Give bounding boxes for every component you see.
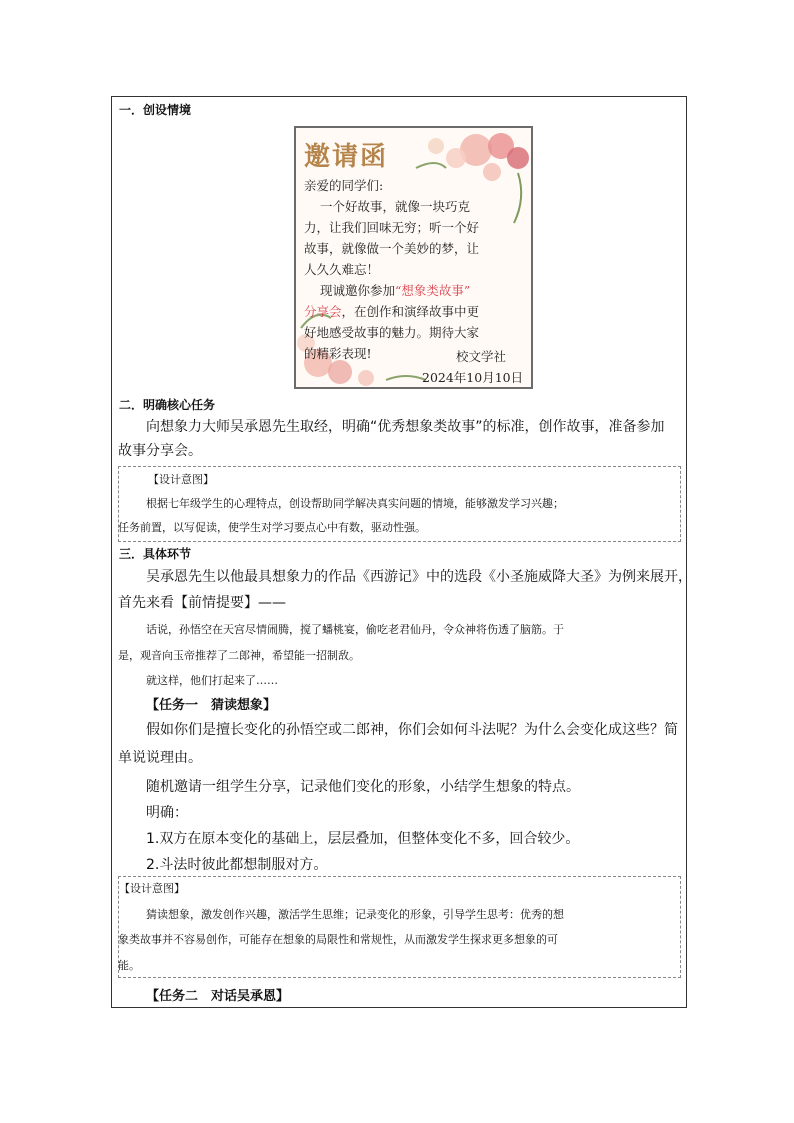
design-intent-text: 根据七年级学生的心理特点，创设帮助同学解决真实问题的情境，能够激发学习兴趣； bbox=[146, 497, 564, 510]
design-intent-title: 【设计意图】 bbox=[148, 473, 214, 486]
clarify-label: 明确： bbox=[146, 805, 188, 821]
task1-question: 假如你们是擅长变化的孙悟空或二郎神，你们会如何斗法呢？为什么会变化成这些？简 bbox=[146, 722, 678, 738]
design-intent-text: 猜读想象，激发创作兴趣，激活学生思维；记录变化的形象，引导学生思考：优秀的想 bbox=[146, 908, 564, 921]
invitation-text: ，在创作和演绎故事中更 bbox=[341, 304, 480, 319]
invitation-line: 一个好故事，就像一块巧克 bbox=[320, 199, 471, 214]
section-heading-3: 三．具体环节 bbox=[119, 547, 192, 561]
task1-title: 【任务一 猜读想象】 bbox=[146, 698, 277, 713]
core-task-text: 故事分享会。 bbox=[118, 443, 202, 459]
invitation-line: 力，让我们回味无穷；听一个好 bbox=[304, 220, 480, 235]
core-task-text: 向想象力大师吴承恩先生取经，明确“优秀想象类故事”的标准，创作故事，准备参加 bbox=[146, 419, 665, 435]
task2-title: 【任务二 对话吴承恩】 bbox=[146, 989, 290, 1004]
invitation-line: 人久久难忘！ bbox=[304, 262, 380, 277]
clarify-point: 1.双方在原本变化的基础上，层层叠加，但整体变化不多，回合较少。 bbox=[146, 831, 580, 847]
invitation-line bbox=[320, 281, 470, 299]
invitation-title: 邀请函 bbox=[304, 142, 389, 172]
design-intent-title: 【设计意图】 bbox=[119, 882, 185, 895]
design-intent-text: 象类故事并不容易创作，可能存在想象的局限性和常规性，从而激发学生探求更多想象的可 bbox=[118, 933, 558, 946]
invitation-card bbox=[294, 126, 533, 389]
invitation-line: 好地感受故事的魅力。期待大家 bbox=[304, 325, 480, 340]
invitation-text: 现诚邀你参加 bbox=[320, 283, 396, 298]
task1-share: 随机邀请一组学生分享，记录他们变化的形象，小结学生想象的特点。 bbox=[146, 779, 580, 795]
clarify-point: 2.斗法时彼此都想制服对方。 bbox=[146, 857, 328, 873]
summary-text: 就这样，他们打起来了…… bbox=[146, 674, 278, 687]
design-intent-text: 任务前置，以写促读，使学生对学习要点心中有数，驱动性强。 bbox=[118, 521, 426, 534]
summary-text: 话说，孙悟空在天宫尽情闹腾，搅了蟠桃宴，偷吃老君仙丹，令众神将伤透了脑筋。于 bbox=[146, 623, 564, 636]
design-intent-box-2 bbox=[118, 876, 681, 978]
section-heading-2: 二．明确核心任务 bbox=[119, 398, 216, 412]
summary-text: 是，观音向玉帝推荐了二郎神，希望能一招制敌。 bbox=[118, 649, 360, 662]
invitation-highlight: “想象类故事” bbox=[395, 283, 471, 298]
section-heading-1: 一．创设情境 bbox=[119, 103, 192, 117]
invitation-greeting: 亲爱的同学们: bbox=[304, 178, 384, 193]
intro-text: 吴承恩先生以他最具想象力的作品《西游记》中的选段《小圣施威降大圣》为例来展开， bbox=[146, 569, 692, 585]
invitation-date: 2024年10月10日 bbox=[422, 370, 524, 385]
invitation-line: 故事，就像做一个美妙的梦，让 bbox=[304, 241, 480, 256]
task1-question: 单说说理由。 bbox=[118, 750, 202, 766]
invitation-signer: 校文学社 bbox=[456, 349, 507, 364]
design-intent-text: 能。 bbox=[118, 959, 140, 972]
intro-text: 首先来看【前情提要】—— bbox=[118, 595, 286, 611]
invitation-highlight: 分享会 bbox=[304, 304, 342, 319]
invitation-line: 的精彩表现! bbox=[304, 346, 372, 361]
invitation-line bbox=[304, 302, 479, 320]
